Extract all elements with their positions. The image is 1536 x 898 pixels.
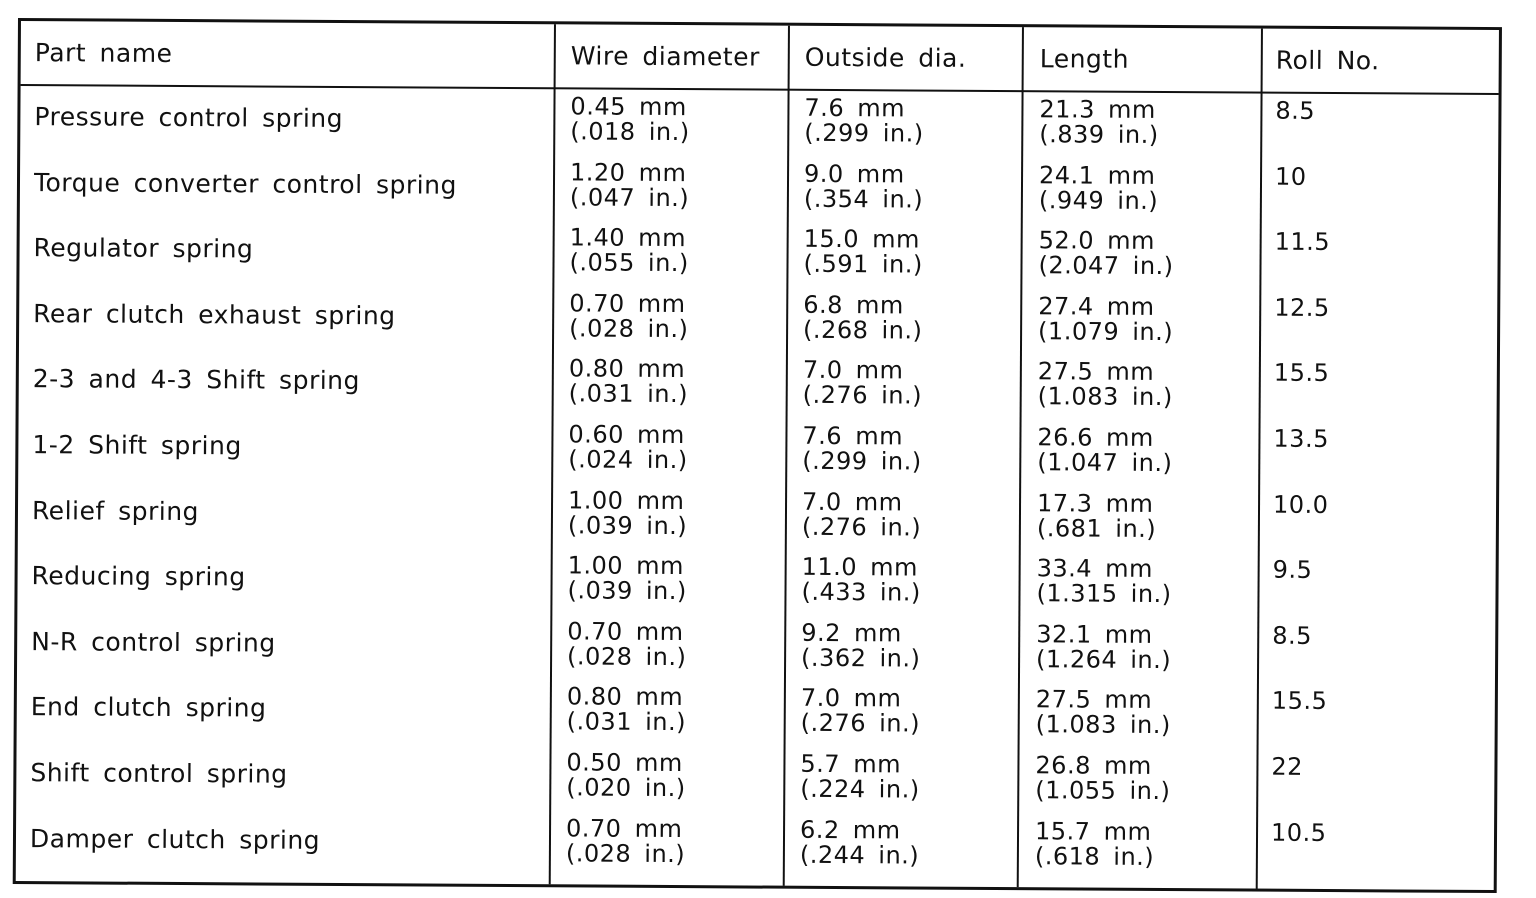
wire-diameter-in: (.031 in.): [568, 379, 689, 409]
outside-dia-mm: 6.2 mm: [799, 815, 901, 845]
wire-diameter-in: (.018 in.): [570, 117, 690, 147]
wire-diameter-mm: 1.40 mm: [569, 223, 687, 253]
spring-spec-table: [13, 18, 1502, 893]
part-name-cell: [34, 104, 343, 132]
header-wire-diameter: Wire diameter: [570, 41, 760, 72]
length-in: (1.315 in.): [1036, 579, 1172, 609]
outside-dia-cell: [804, 161, 924, 212]
header-part-name: Part name: [34, 38, 173, 68]
outside-dia-mm: 11.0 mm: [801, 552, 919, 582]
length-mm: 27.4 mm: [1038, 292, 1155, 321]
wire-diameter-in: (.028 in.): [565, 838, 686, 868]
length-mm: 24.1 mm: [1038, 160, 1156, 190]
part-name-text: Damper clutch spring: [29, 823, 321, 855]
length-mm: 15.7 mm: [1034, 816, 1152, 846]
outside-dia-in: (.362 in.): [801, 643, 921, 673]
wire-diameter-cell: [568, 354, 689, 409]
part-name-text: Reducing spring: [31, 561, 246, 592]
part-name-cell: [31, 626, 276, 658]
length-mm: 27.5 mm: [1035, 685, 1153, 715]
column-divider-4: [1256, 29, 1263, 889]
outside-dia-cell: [800, 749, 920, 804]
wire-diameter-mm: 0.70 mm: [567, 617, 684, 646]
roll-no-cell: [1275, 164, 1307, 189]
length-in: (1.047 in.): [1037, 448, 1173, 478]
wire-diameter-mm: 1.00 mm: [567, 485, 685, 515]
roll-no-cell: [1272, 689, 1328, 714]
wire-diameter-in: (.024 in.): [568, 445, 688, 475]
roll-no-cell: [1274, 361, 1330, 386]
wire-diameter-cell: [567, 619, 687, 670]
part-name-cell: [33, 167, 457, 200]
length-mm: 33.4 mm: [1036, 554, 1154, 584]
wire-diameter-in: (.039 in.): [567, 576, 687, 606]
header-length: Length: [1039, 44, 1130, 74]
outside-dia-cell: [802, 489, 922, 540]
length-in: (1.079 in.): [1038, 317, 1174, 346]
part-name-text: End clutch spring: [30, 692, 267, 723]
roll-no-text: 10.5: [1270, 818, 1327, 847]
wire-diameter-cell: [569, 157, 690, 212]
length-mm: 26.6 mm: [1037, 423, 1154, 452]
outside-dia-mm: 7.0 mm: [801, 487, 903, 517]
wire-diameter-cell: [567, 485, 688, 540]
part-name-cell: [30, 760, 287, 788]
part-name-text: Regulator spring: [33, 233, 254, 264]
outside-dia-cell: [801, 552, 921, 607]
outside-dia-in: (.224 in.): [800, 774, 920, 804]
wire-diameter-in: (.039 in.): [567, 510, 688, 540]
wire-diameter-mm: 0.60 mm: [568, 420, 685, 450]
outside-dia-cell: [801, 618, 921, 673]
outside-dia-in: (.354 in.): [803, 184, 924, 214]
outside-dia-mm: 6.8 mm: [803, 290, 904, 320]
outside-dia-in: (.591 in.): [803, 249, 923, 279]
part-name-cell: [29, 823, 321, 855]
roll-no-text: 15.5: [1271, 687, 1328, 716]
wire-diameter-cell: [569, 291, 689, 342]
length-mm: 32.1 mm: [1036, 620, 1153, 649]
wire-diameter-mm: 1.00 mm: [567, 551, 685, 581]
outside-dia-in: (.276 in.): [802, 381, 923, 410]
length-cell: [1038, 160, 1159, 215]
column-divider-1: [549, 24, 556, 884]
outside-dia-cell: [803, 224, 923, 279]
length-cell: [1036, 622, 1171, 673]
length-cell: [1038, 228, 1173, 279]
wire-diameter-cell: [570, 94, 690, 145]
wire-diameter-cell: [569, 223, 689, 278]
length-cell: [1037, 357, 1173, 412]
outside-dia-mm: 7.0 mm: [800, 684, 902, 713]
wire-diameter-mm: 0.80 mm: [566, 682, 684, 712]
roll-no-cell: [1273, 424, 1329, 454]
part-name-text: N-R control spring: [31, 626, 276, 658]
length-cell: [1036, 488, 1157, 543]
outside-dia-in: (.268 in.): [803, 315, 923, 345]
length-cell: [1036, 556, 1171, 607]
outside-dia-cell: [800, 817, 920, 868]
length-in: (.949 in.): [1038, 185, 1159, 215]
outside-dia-in: (.244 in.): [799, 840, 920, 870]
part-name-text: Rear clutch exhaust spring: [33, 298, 396, 331]
roll-no-cell: [1272, 623, 1312, 648]
roll-no-text: 8.5: [1275, 96, 1316, 125]
part-name-cell: [34, 235, 254, 262]
wire-diameter-cell: [568, 422, 688, 473]
header-outside-dia: Outside dia.: [804, 42, 967, 73]
part-name-text: Relief spring: [31, 495, 200, 526]
outside-dia-cell: [803, 290, 923, 345]
outside-dia-mm: 15.0 mm: [803, 224, 921, 254]
outside-dia-in: (.433 in.): [801, 577, 921, 607]
part-name-cell: [33, 298, 396, 331]
outside-dia-cell: [803, 358, 923, 409]
length-in: (1.055 in.): [1035, 776, 1171, 806]
roll-no-text: 22: [1271, 752, 1304, 781]
outside-dia-mm: 9.0 mm: [803, 159, 905, 189]
outside-dia-mm: 7.0 mm: [802, 356, 904, 385]
length-mm: 52.0 mm: [1038, 226, 1156, 256]
roll-no-cell: [1271, 820, 1327, 845]
column-divider-2: [783, 26, 790, 886]
roll-no-cell: [1271, 752, 1304, 781]
roll-no-text: 13.5: [1273, 424, 1329, 454]
length-cell: [1034, 816, 1155, 871]
wire-diameter-cell: [565, 813, 686, 868]
length-in: (2.047 in.): [1038, 251, 1174, 281]
part-name-text: Shift control spring: [30, 758, 288, 789]
wire-diameter-mm: 0.70 mm: [569, 289, 686, 318]
roll-no-cell: [1274, 227, 1331, 257]
wire-diameter-in: (.028 in.): [569, 314, 689, 343]
wire-diameter-in: (.031 in.): [566, 707, 687, 737]
outside-dia-in: (.276 in.): [801, 512, 922, 542]
wire-diameter-mm: 1.20 mm: [569, 157, 687, 187]
outside-dia-in: (.276 in.): [800, 709, 921, 738]
roll-no-text: 15.5: [1273, 359, 1330, 388]
outside-dia-mm: 5.7 mm: [800, 749, 902, 779]
outside-dia-cell: [801, 686, 921, 737]
roll-no-text: 12.5: [1274, 293, 1330, 322]
length-in: (1.083 in.): [1037, 382, 1173, 412]
length-mm: 17.3 mm: [1036, 488, 1154, 518]
length-in: (.681 in.): [1036, 513, 1157, 543]
roll-no-cell: [1273, 492, 1329, 517]
part-name-text: 1-2 Shift spring: [32, 430, 242, 461]
wire-diameter-mm: 0.50 mm: [566, 748, 683, 778]
part-name-text: Torque converter control spring: [33, 167, 457, 200]
wire-diameter-in: (.047 in.): [569, 182, 690, 212]
length-cell: [1035, 685, 1171, 740]
outside-dia-mm: 7.6 mm: [804, 93, 906, 123]
length-mm: 21.3 mm: [1039, 95, 1156, 124]
length-in: (1.264 in.): [1036, 645, 1172, 674]
length-cell: [1039, 97, 1159, 148]
part-name-text: 2-3 and 4-3 Shift spring: [32, 364, 361, 396]
wire-diameter-cell: [567, 551, 687, 606]
roll-no-text: 11.5: [1274, 227, 1331, 257]
roll-no-text: 10.0: [1272, 490, 1329, 519]
length-in: (.839 in.): [1039, 120, 1159, 149]
roll-no-text: 9.5: [1272, 555, 1313, 585]
column-divider-3: [1017, 27, 1024, 887]
outside-dia-cell: [804, 93, 924, 148]
outside-dia-in: (.299 in.): [804, 118, 924, 148]
header-roll-no: Roll No.: [1275, 45, 1380, 76]
length-cell: [1035, 753, 1170, 804]
part-name-cell: [31, 694, 267, 721]
wire-diameter-in: (.055 in.): [569, 248, 689, 278]
length-in: (.618 in.): [1034, 841, 1155, 871]
wire-diameter-cell: [566, 682, 687, 737]
length-mm: 27.5 mm: [1037, 357, 1155, 387]
part-name-cell: [31, 495, 200, 526]
outside-dia-in: (.299 in.): [802, 446, 922, 476]
wire-diameter-in: (.020 in.): [566, 773, 686, 803]
roll-no-cell: [1275, 96, 1316, 125]
roll-no-text: 8.5: [1272, 621, 1313, 650]
outside-dia-mm: 7.6 mm: [802, 421, 904, 451]
length-in: (1.083 in.): [1035, 710, 1171, 740]
roll-no-cell: [1274, 295, 1330, 320]
wire-diameter-in: (.028 in.): [567, 642, 687, 671]
wire-diameter-mm: 0.45 mm: [570, 92, 687, 122]
length-mm: 26.8 mm: [1035, 751, 1152, 780]
roll-no-text: 10: [1274, 162, 1307, 191]
wire-diameter-mm: 0.80 mm: [568, 354, 686, 384]
part-name-text: Pressure control spring: [34, 102, 344, 133]
outside-dia-cell: [802, 421, 922, 476]
length-cell: [1037, 425, 1172, 476]
wire-diameter-cell: [566, 750, 686, 801]
outside-dia-mm: 9.2 mm: [801, 618, 902, 648]
part-name-cell: [32, 563, 246, 590]
roll-no-cell: [1272, 555, 1313, 585]
part-name-cell: [33, 366, 360, 394]
part-name-cell: [32, 432, 242, 459]
wire-diameter-mm: 0.70 mm: [565, 813, 683, 843]
length-cell: [1038, 294, 1173, 345]
